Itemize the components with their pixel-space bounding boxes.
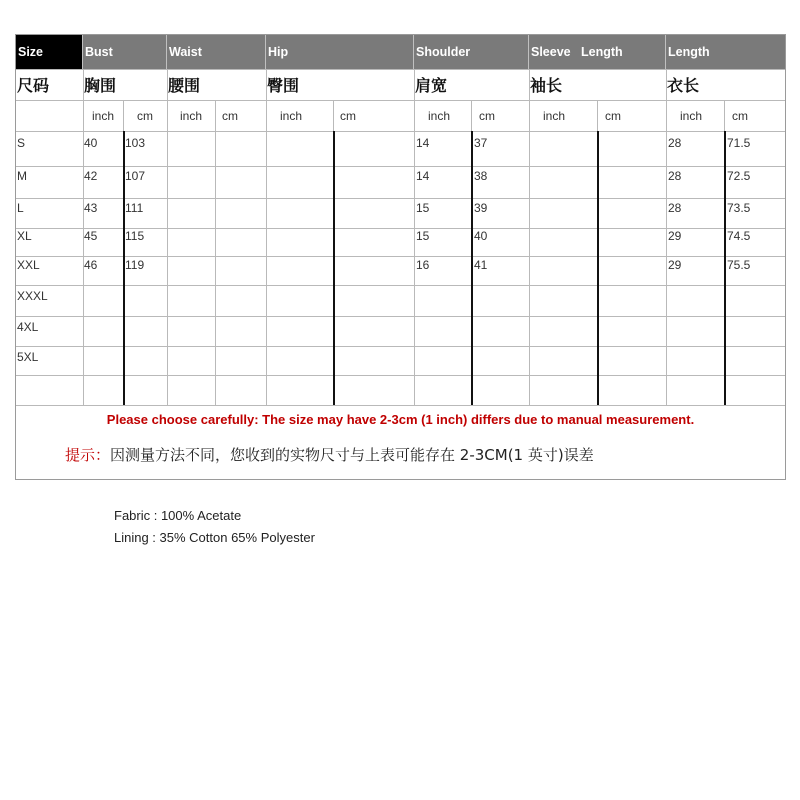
notice-text: 因测量方法不同，您收到的实物尺寸与上表可能存在 2-3CM(1 英寸)误差 [110,446,594,464]
bust-inch-cell: 45 [84,229,98,243]
bust-cm-cell: 107 [125,169,146,183]
grid-line [666,69,667,131]
grid-line [16,69,785,70]
unit-cm: cm [222,109,238,123]
bust-inch-cell: 40 [84,136,98,150]
shoulder-cm-cell: 40 [474,229,488,243]
length-cm-cell: 71.5 [727,136,751,150]
header-length: Length [666,35,785,69]
header-shoulder-cn: 肩宽 [415,78,448,95]
size-cell: L [17,201,24,215]
unit-inch: inch [679,109,702,123]
length-inch-cell: 28 [668,136,682,150]
size-cell: S [17,136,26,150]
size-cell: XL [17,229,32,243]
grid-line [724,131,726,405]
shoulder-inch-cell: 15 [416,229,430,243]
bust-cm-cell: 119 [125,258,145,272]
unit-inch: inch [427,109,450,123]
size-cell: 5XL [17,350,39,364]
header-sleeve-cn: 袖长 [530,78,563,95]
bust-cm-cell: 111 [125,201,144,215]
unit-inch: inch [179,109,202,123]
grid-line [16,198,785,199]
grid-line [83,131,84,405]
grid-line [16,316,785,317]
unit-cm: cm [732,109,748,123]
grid-line [16,346,785,347]
grid-line [123,101,124,131]
grid-line [529,131,530,405]
grid-line [266,131,267,405]
shoulder-cm-cell: 37 [474,136,488,150]
grid-line [16,228,785,229]
grid-line [16,285,785,286]
header-size: Size [16,35,83,69]
bust-cm-cell: 115 [125,229,145,243]
grid-line [414,69,415,131]
grid-line [333,101,334,131]
grid-line [16,100,785,101]
header-bust: Bust [83,35,167,69]
length-inch-cell: 28 [668,169,682,183]
measurement-notice-english: Please choose carefully: The size may have 2-3cm (1 inch) differs due to manual measurement. [106,412,695,427]
size-cell: XXXL [17,289,48,303]
grid-line [123,131,125,405]
fabric-info [114,505,315,549]
header-bust-cn: 胸围 [84,78,117,95]
header-hip: Hip [266,35,414,69]
size-cell: XXL [17,258,40,272]
grid-line [83,69,84,131]
grid-line [529,69,530,131]
grid-line [167,131,168,405]
notice-label: 提示： [65,446,111,464]
header-waist-cn: 腰围 [168,78,201,95]
header-shoulder: Shoulder [414,35,529,69]
shoulder-cm-cell: 39 [474,201,488,215]
grid-line [16,375,785,376]
grid-line [266,69,267,131]
size-chart [15,34,786,480]
unit-cm: cm [479,109,495,123]
grid-line [724,101,725,131]
header-row-chinese [16,70,785,100]
grid-line [597,101,598,131]
length-cm-cell: 74.5 [727,229,751,243]
measurement-notice-chinese [65,444,594,465]
size-cell: M [17,169,27,183]
shoulder-inch-cell: 14 [416,136,430,150]
unit-inch: inch [279,109,302,123]
header-waist: Waist [167,35,266,69]
grid-line [666,131,667,405]
header-hip-cn: 臀围 [267,78,300,95]
grid-line [414,131,415,405]
shoulder-inch-cell: 15 [416,201,430,215]
grid-line [167,69,168,131]
bust-inch-cell: 46 [84,258,98,272]
grid-line [16,166,785,167]
length-inch-cell: 28 [668,201,682,215]
grid-line [471,131,473,405]
grid-line [16,256,785,257]
header-row-english [16,35,785,69]
unit-inch: inch [542,109,565,123]
length-inch-cell: 29 [668,229,682,243]
header-size-cn: 尺码 [17,78,50,95]
bust-inch-cell: 42 [84,169,98,183]
grid-line [16,131,785,132]
shoulder-inch-cell: 14 [416,169,430,183]
grid-line [597,131,599,405]
unit-cm: cm [605,109,621,123]
bust-inch-cell: 43 [84,201,98,215]
bust-cm-cell: 103 [125,136,146,150]
length-inch-cell: 29 [668,258,682,272]
lining-line: Lining : 35% Cotton 65% Polyester [114,530,315,545]
unit-cm: cm [340,109,356,123]
length-cm-cell: 73.5 [727,201,751,215]
grid-line [333,131,335,405]
shoulder-cm-cell: 41 [474,258,488,272]
length-cm-cell: 72.5 [727,169,751,183]
length-cm-cell: 75.5 [727,258,751,272]
header-sleeve: Sleeve Length [529,35,666,69]
grid-line [471,101,472,131]
shoulder-inch-cell: 16 [416,258,430,272]
size-cell: 4XL [17,320,39,334]
header-length-cn: 衣长 [667,78,700,95]
grid-line [16,405,785,406]
unit-inch: inch [91,109,114,123]
unit-row [16,101,785,131]
unit-cm: cm [137,109,153,123]
fabric-line: Fabric : 100% Acetate [114,508,242,523]
grid-line [215,101,216,405]
shoulder-cm-cell: 38 [474,169,488,183]
